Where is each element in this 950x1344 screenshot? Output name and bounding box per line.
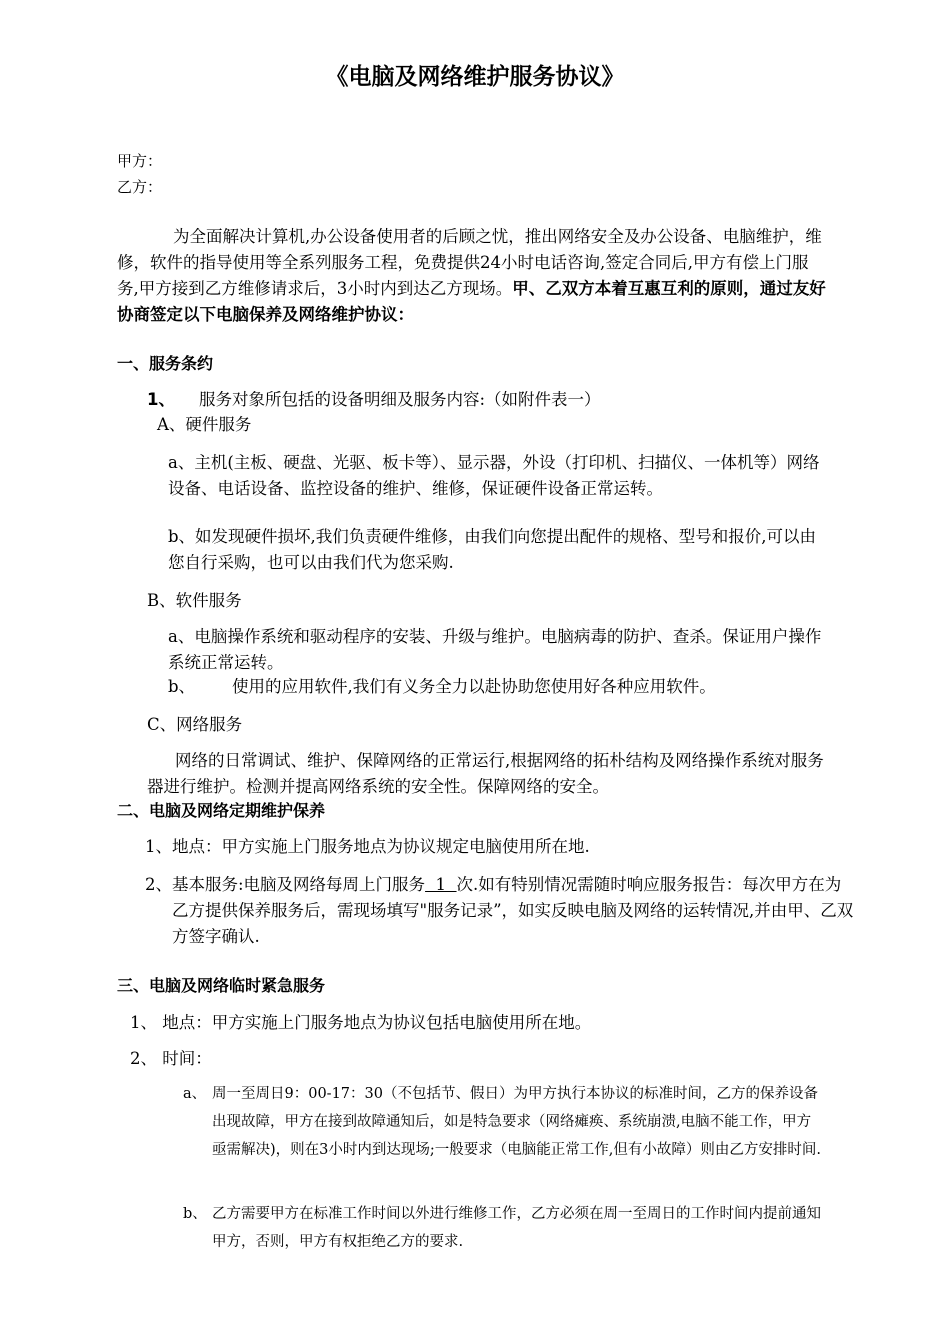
item-text: 使用的应用软件,我们有义务全力以赴协助您使用好各种应用软件。	[232, 677, 716, 696]
intro-paragraph	[117, 224, 827, 328]
time-item-a-number: a、	[183, 1086, 207, 1102]
hardware-item-b: b、如发现硬件损坏,我们负责硬件维修，由我们向您提出配件的规格、型号和报价,可以由您自行采购，也可以由我们代为您采购.	[168, 527, 817, 572]
party-b-label: 乙方：	[117, 178, 163, 196]
item-number: 1、	[147, 390, 175, 409]
section-1-item-1	[147, 387, 827, 413]
time-item-b-text: 乙方需要甲方在标准工作时间以外进行维修工作，乙方必须在周一至周日的工作时间内提前通知甲方，否则，甲方有权拒绝乙方的要求.	[212, 1206, 821, 1250]
item-text-cont: 次.如有特别情况需随时响应服务报告：每次甲方在为乙方提供保养服务后，需现场填写"服务记录”，如实反映电脑及网络的运转情况,并由甲、乙双方签字确认.	[172, 875, 854, 946]
time-item-b-number: b、	[183, 1206, 207, 1222]
section-2-item-2	[145, 872, 854, 950]
visit-count: 1	[425, 875, 457, 894]
section-1-heading: 一、服务条约	[117, 354, 214, 373]
party-a-label: 甲方：	[117, 152, 163, 170]
software-item-a: a、电脑操作系统和驱动程序的安装、升级与维护。电脑病毒的防护、查杀。保证用户操作系统正常运转。	[168, 627, 822, 672]
section-3-heading: 三、电脑及网络临时紧急服务	[117, 976, 326, 995]
item-text: 服务对象所包括的设备明细及服务内容:（如附件表一）	[199, 390, 601, 409]
hardware-service-title: A、硬件服务	[157, 415, 252, 434]
software-service-title: B、软件服务	[147, 591, 242, 610]
intro-text: 为全面解决计算机,办公设备使用者的后顾之忧，推出网络安全及办公设备、电脑维护，维修，软件的指导使用等全系列服务工程，免费提供24小时电话咨询,签定合同后,甲方有偿上门服务,甲方接到乙方维修请求后，3小时内到达乙方现场。	[117, 227, 822, 298]
section-2-heading: 二、电脑及网络定期维护保养	[117, 801, 326, 820]
document-title: 《电脑及网络维护服务协议》	[325, 64, 625, 90]
section-2-item-1: 1、地点：甲方实施上门服务地点为协议规定电脑使用所在地.	[145, 837, 590, 856]
network-service-text: 网络的日常调试、维护、保障网络的正常运行,根据网络的拓朴结构及网络操作系统对服务器进行维护。检测并提高网络系统的安全性。保障网络的安全。	[147, 751, 824, 796]
item-number: b、	[168, 677, 196, 696]
time-item-a-text: 周一至周日9：00-17：30（不包括节、假日）为甲方执行本协议的标准时间，乙方的保养设备出现故障，甲方在接到故障通知后，如是特急要求（网络瘫痪、系统崩溃,电脑不能工作，甲方亟需解决)，则在3小时内到达现场;一般要求（电脑能正常工作,但有小故障）则由乙方安排时间.	[212, 1086, 821, 1158]
section-3-item-1: 1、 地点：甲方实施上门服务地点为协议包括电脑使用所在地。	[130, 1013, 592, 1032]
network-service-title: C、网络服务	[147, 715, 243, 734]
hardware-item-a: a、主机(主板、硬盘、光驱、板卡等）、显示器，外设（打印机、扫描仪、一体机等）网络设备、电话设备、监控设备的维护、维修，保证硬件设备正常运转。	[168, 453, 820, 498]
item-text: 2、基本服务:电脑及网络每周上门服务	[145, 875, 426, 894]
section-3-item-2: 2、 时间：	[130, 1049, 212, 1068]
intro-bold-text: 甲、乙双方本着互惠互利的原则，通过友好协商签定以下电脑保养及网络维护协议：	[117, 279, 826, 324]
software-item-b	[168, 674, 824, 700]
